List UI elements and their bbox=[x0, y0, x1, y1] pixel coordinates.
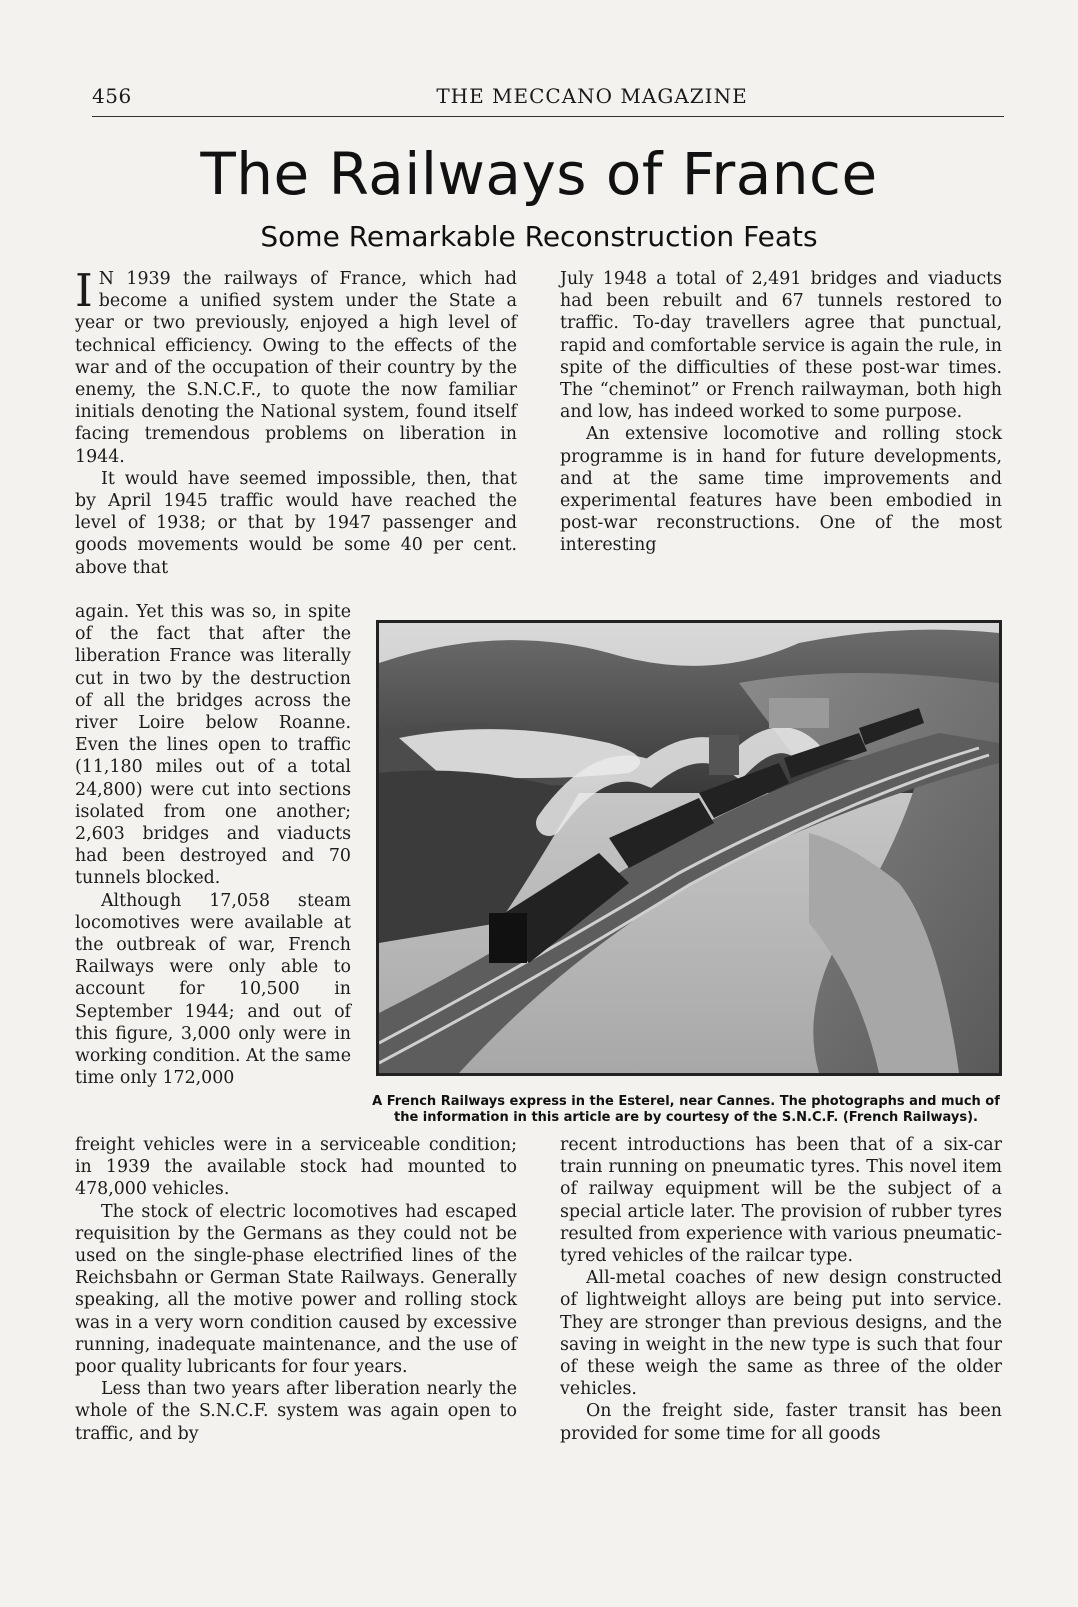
paragraph-3: Although 17,058 steam locomotives were available at the outbreak of war, French Railways were only able to account for 10,500 in September 1944; and out of this figure, 3,000 only were in working condition. At the same time only 172,000 bbox=[75, 890, 351, 1089]
train-photograph bbox=[376, 620, 1002, 1076]
paragraph-1: I N 1939 the railways of France, which had become a unified system under the State a year or two previously, enjoyed a high level of technical efficiency. Owing to the effects of the war and of the occupation of their country by the enemy, the S.N.C.F., to quote the now familiar initials denoting the National system, found itself facing tremendous problems on liberation in 1944. bbox=[75, 264, 517, 467]
paragraph-5: Less than two years after liberation nearly the whole of the S.N.C.F. system was again open to traffic, and by bbox=[75, 1379, 517, 1444]
right-column-top bbox=[560, 268, 1002, 557]
right-paragraph-3: All-metal coaches of new design constructed of lightweight alloys are being put into service. They are stronger than previous designs, and the saving in weight in the new type is such that four of these weigh the same as three of the older vehicles. bbox=[560, 1268, 1002, 1400]
drop-cap: I bbox=[75, 264, 93, 317]
right-paragraph-4: On the freight side, faster transit has been provided for some time for all goods bbox=[560, 1401, 1002, 1444]
article-subtitle: Some Remarkable Reconstruction Feats bbox=[260, 220, 818, 253]
right-column-bottom bbox=[560, 1134, 1002, 1445]
paragraph-2-cont: again. Yet this was so, in spite of the fact that after the liberation France was literally cut in two by the destruction of all the bridges across the river Loire below Roanne. Even the lines open to traffic (11,180 miles out of a total 24,800) were cut into sections isolated from one another; 2,603 bridges and viaducts had been destroyed and 70 tunnels blocked. bbox=[75, 602, 351, 889]
article-title: The Railways of France bbox=[200, 140, 878, 208]
right-paragraph-2: An extensive locomotive and rolling stock programme is in hand for future developments, and at the same time improvements and experimental features have been embodied in post-war reconstructions. One of the most interesting bbox=[560, 424, 1002, 556]
left-column-top bbox=[75, 264, 517, 579]
left-column-wrap bbox=[75, 601, 351, 1089]
paragraph-4: The stock of electric locomotives had escaped requisition by the Germans as they could not be used on the single-phase electrified lines of the Reichsbahn or German State Railways. Generally speaking, all the motive power and rolling stock was in a very worn condition caused by excessive running, inadequate maintenance, and the use of poor quality lubricants for four years. bbox=[75, 1201, 517, 1378]
left-column-bottom bbox=[75, 1134, 517, 1445]
photo-caption: A French Railways express in the Esterel, near Cannes. The photographs and much of the information in this article are by courtesy of the S.N.C.F. (French Railways). bbox=[372, 1094, 1000, 1125]
right-paragraph-2-cont: recent introductions has been that of a six-car train running on pneumatic tyres. This novel item of railway equipment will be the subject of a special article later. The provision of rubber tyres resulted from experience with various pneumatic-tyred vehicles of the railcar type. bbox=[560, 1135, 1002, 1267]
running-head: THE MECCANO MAGAZINE bbox=[436, 84, 748, 108]
paragraph-3-cont: freight vehicles were in a serviceable condition; in 1939 the available stock had mounted to 478,000 vehicles. bbox=[75, 1135, 517, 1200]
page-header bbox=[92, 84, 1004, 114]
page-number: 456 bbox=[92, 84, 132, 108]
right-paragraph-1: July 1948 a total of 2,491 bridges and viaducts had been rebuilt and 67 tunnels restored to traffic. To-day travellers agree that punctual, rapid and comfortable service is again the rule, in spite of the difficulties of these post-war times. The “cheminot” or French railwayman, both high and low, has indeed worked to some purpose. bbox=[560, 269, 1002, 423]
train-photo-illustration bbox=[379, 623, 999, 1073]
paragraph-2: It would have seemed impossible, then, that by April 1945 traffic would have reached the level of 1938; or that by 1947 passenger and goods movements would be some 40 per cent. above that bbox=[75, 468, 517, 578]
header-rule bbox=[92, 116, 1004, 117]
